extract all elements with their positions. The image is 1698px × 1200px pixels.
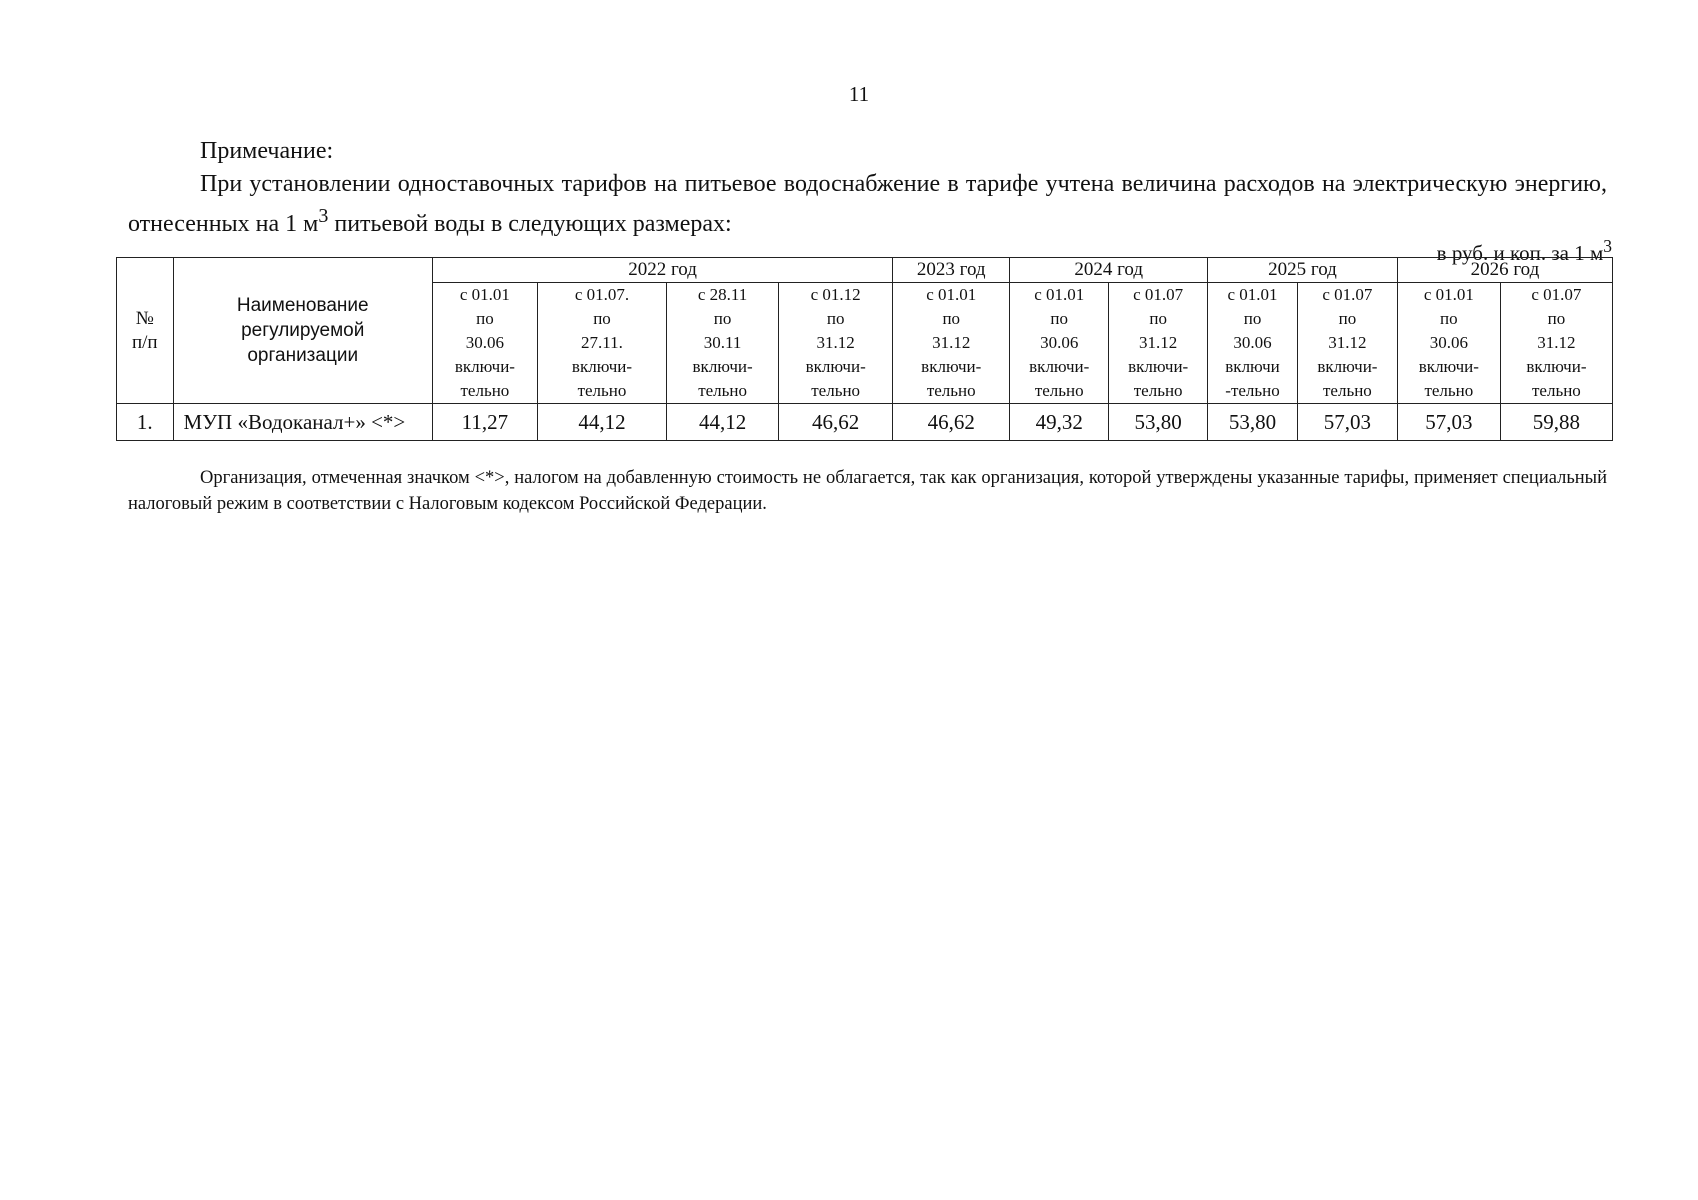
period-line: 31.12 <box>1328 333 1367 352</box>
period-line: тельно <box>1323 381 1372 400</box>
row-number: 1. <box>117 404 174 441</box>
tariff-value: 57,03 <box>1397 404 1500 441</box>
period-line: включи- <box>1128 357 1189 376</box>
period-line: включи <box>1225 357 1280 376</box>
period-header <box>1397 283 1500 404</box>
tariff-value: 53,80 <box>1208 404 1298 441</box>
period-header <box>779 283 893 404</box>
note-heading: Примечание: <box>200 138 334 164</box>
period-line: по <box>593 309 611 328</box>
period-line: -тельно <box>1225 381 1280 400</box>
period-line: 31.12 <box>932 333 971 352</box>
period-header <box>1010 283 1109 404</box>
period-line: по <box>1338 309 1357 328</box>
period-line: с 01.07. <box>574 285 630 304</box>
period-line: с 01.01 <box>1227 285 1278 304</box>
period-line: тельно <box>1133 381 1183 400</box>
name-header-line: организации <box>247 345 359 366</box>
period-line: 27.11. <box>581 333 623 352</box>
year-header-row <box>117 258 1613 283</box>
period-line: по <box>1149 309 1167 328</box>
tariff-value: 49,32 <box>1010 404 1109 441</box>
period-line: включи- <box>1526 357 1587 376</box>
period-header <box>432 283 537 404</box>
name-header-line: Наименование <box>236 295 369 316</box>
period-line: по <box>1243 309 1262 328</box>
period-line: тельно <box>698 381 748 400</box>
period-line: с 01.01 <box>1423 285 1474 304</box>
number-header-line: № <box>135 307 154 329</box>
period-header <box>537 283 666 404</box>
tariff-value: 44,12 <box>537 404 666 441</box>
period-line: 31.12 <box>1139 333 1178 352</box>
period-line: с 01.01 <box>926 285 977 304</box>
intro-superscript: 3 <box>318 205 329 227</box>
year-header: 2025 год <box>1208 258 1398 283</box>
period-line: тельно <box>926 381 976 400</box>
period-line: по <box>476 309 494 328</box>
period-line: 31.12 <box>1537 333 1576 352</box>
period-line: с 01.07 <box>1133 285 1184 304</box>
tariff-value: 53,80 <box>1109 404 1208 441</box>
period-line: включи- <box>805 357 866 376</box>
tariff-table <box>116 257 1613 441</box>
period-line: с 01.01 <box>459 285 510 304</box>
period-line: с 28.11 <box>697 285 748 304</box>
period-header <box>667 283 779 404</box>
period-line: по <box>1050 309 1069 328</box>
period-line: тельно <box>1532 381 1581 400</box>
intro-text-end: питьевой воды в следующих размерах: <box>328 211 732 237</box>
period-line: 30.06 <box>1040 333 1079 352</box>
period-line: тельно <box>1424 381 1474 400</box>
period-line: по <box>713 309 732 328</box>
period-line: 30.06 <box>1429 333 1468 352</box>
period-line: по <box>826 309 845 328</box>
period-line: включи- <box>692 357 753 376</box>
year-header: 2026 год <box>1397 258 1612 283</box>
period-line: по <box>1547 309 1566 328</box>
number-header <box>117 258 174 404</box>
period-line: тельно <box>811 381 861 400</box>
name-header-line: регулируемой <box>241 320 365 341</box>
year-header: 2024 год <box>1010 258 1208 283</box>
organization-name-header <box>173 258 432 404</box>
organization-name: МУП «Водоканал+» <*> <box>173 404 432 441</box>
year-header: 2023 год <box>893 258 1010 283</box>
number-header-line: п/п <box>131 331 158 353</box>
period-line: 30.06 <box>465 333 505 352</box>
period-line: с 01.12 <box>810 285 861 304</box>
period-line: по <box>1440 309 1458 328</box>
tariff-value: 57,03 <box>1297 404 1397 441</box>
period-line: включи- <box>1317 357 1378 376</box>
table-row <box>117 404 1613 441</box>
period-line: с 01.01 <box>1034 285 1085 304</box>
footnote: Организация, отмеченная значком <*>, налогом на добавленную стоимость не облагается, так как организация, которой утверждены указанные тарифы, применяет специальный налоговый режим в соответствии с Налоговым кодексом Российской Федерации. <box>128 468 1607 514</box>
period-header <box>1109 283 1208 404</box>
period-line: включи- <box>454 357 515 376</box>
period-line: с 01.07 <box>1322 285 1373 304</box>
period-line: по <box>942 309 961 328</box>
period-line: включи- <box>571 357 633 376</box>
period-line: 30.11 <box>703 333 742 352</box>
period-line: тельно <box>460 381 510 400</box>
period-line: 30.06 <box>1233 333 1272 352</box>
period-header <box>893 283 1010 404</box>
period-line: включи- <box>1029 357 1090 376</box>
tariff-value: 46,62 <box>779 404 893 441</box>
tariff-value: 59,88 <box>1500 404 1612 441</box>
period-header <box>1208 283 1298 404</box>
year-header: 2022 год <box>432 258 892 283</box>
tariff-value: 46,62 <box>893 404 1010 441</box>
period-line: тельно <box>577 381 627 400</box>
intro-text: При установлении одноставочных тарифов на питьевое водоснабжение в тарифе учтена величина расходов на электрическую энергию, отнесенных на 1 м <box>128 171 1607 237</box>
period-line: включи- <box>921 357 982 376</box>
tariff-value: 44,12 <box>667 404 779 441</box>
period-header <box>1500 283 1612 404</box>
units-superscript: 3 <box>1603 236 1612 256</box>
page-number: 11 <box>848 82 870 106</box>
period-line: включи- <box>1418 357 1479 376</box>
period-header <box>1297 283 1397 404</box>
period-line: тельно <box>1034 381 1084 400</box>
period-line: 31.12 <box>816 333 855 352</box>
tariff-value: 11,27 <box>432 404 537 441</box>
intro-paragraph <box>128 168 1607 240</box>
units-text: в руб. и коп. за 1 м <box>1436 241 1604 265</box>
period-line: с 01.07 <box>1531 285 1582 304</box>
